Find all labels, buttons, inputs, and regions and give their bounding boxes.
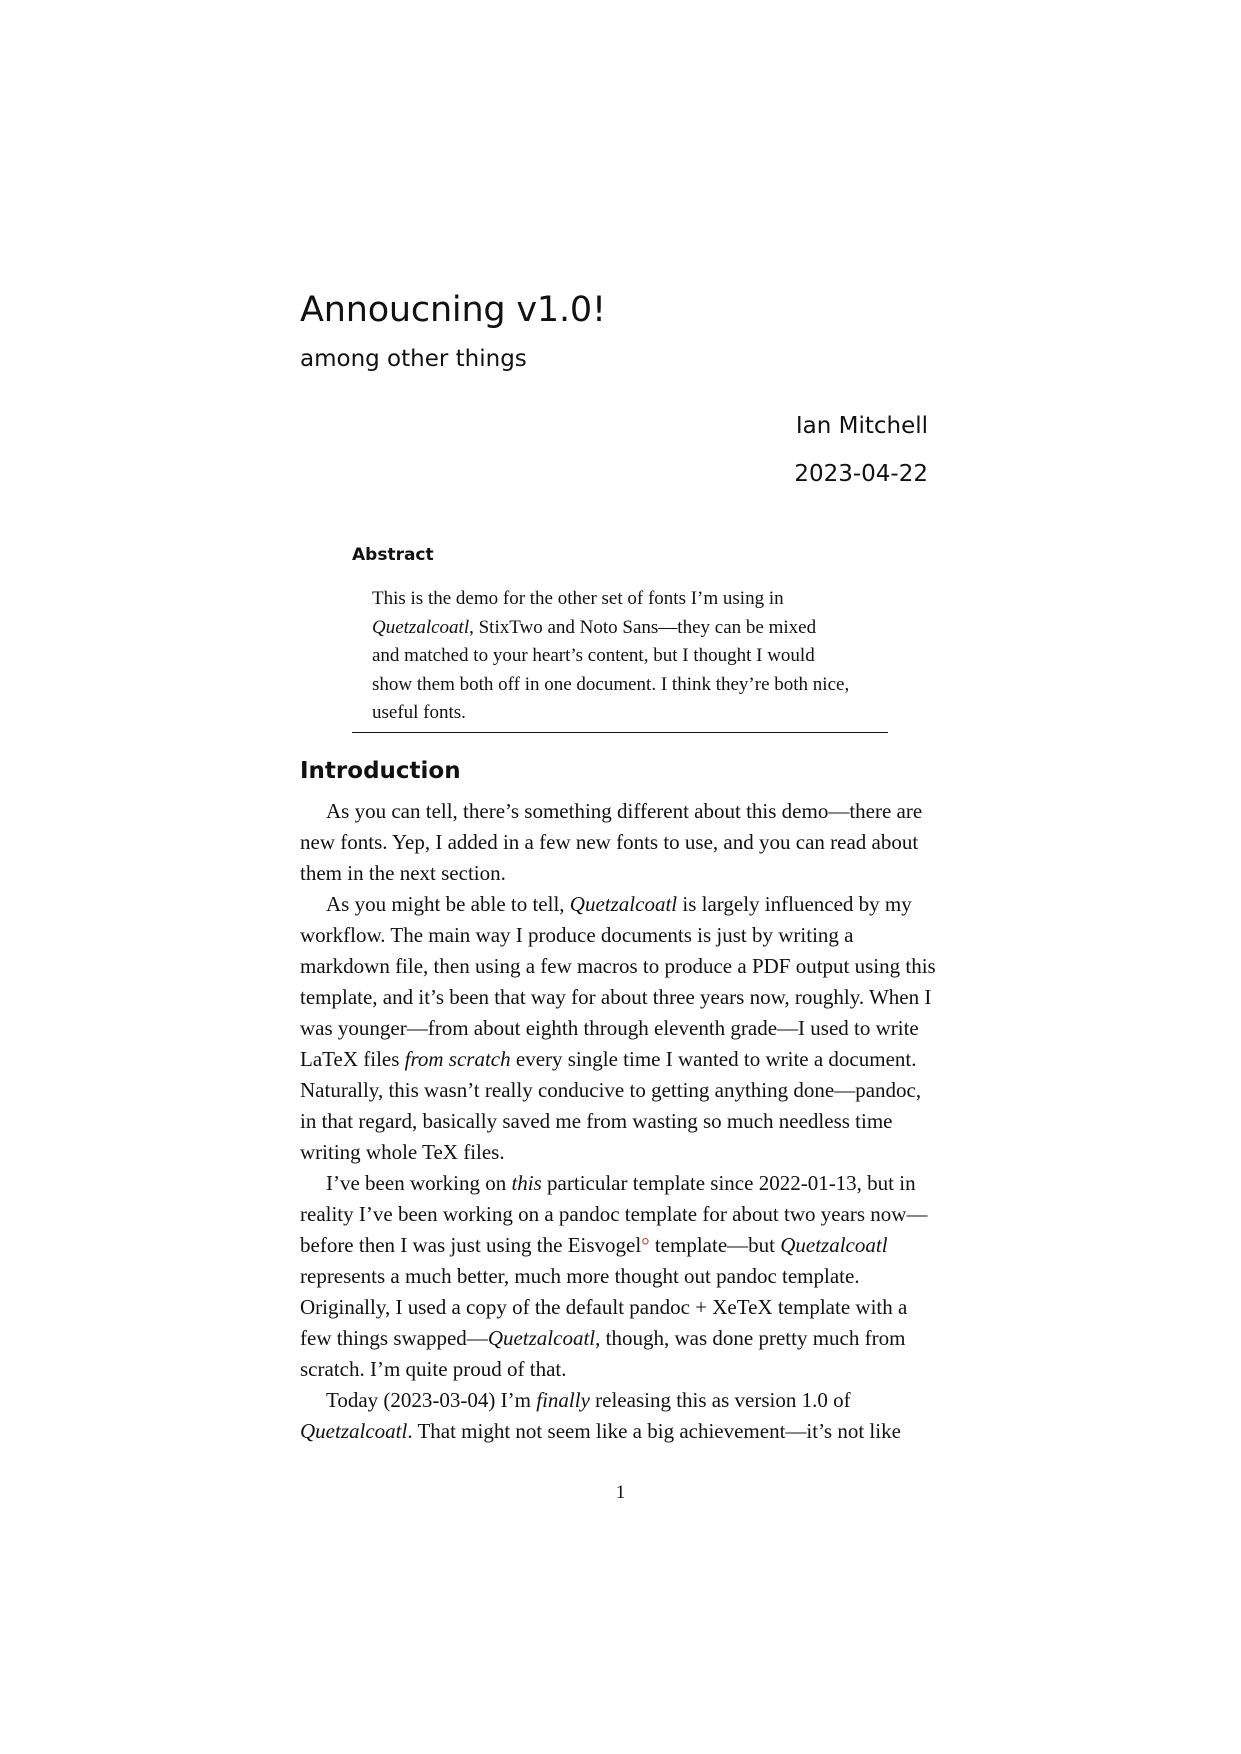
document-author: Ian Mitchell bbox=[795, 413, 928, 439]
abstract-line: Quetzalcoatl, StixTwo and Noto Sans—they can be mixed bbox=[372, 616, 817, 638]
abstract-divider bbox=[352, 732, 888, 733]
abstract-line-emphasis: Quetzalcoatl bbox=[372, 616, 470, 638]
document-title: Annoucning v1.0! bbox=[300, 290, 606, 330]
document-date: 2023-04-22 bbox=[794, 461, 928, 487]
paragraph: I’ve been working on this particular template since 2022-01-13, but in reality I’ve been working on a pandoc template for about two years now—before then I was just using the Eisvogel° template—but Quetzalcoatl represents a much better, much more thought out pandoc template. Originally, I used a copy of the default pandoc + XeTeX template with a few things swapped—Quetzalcoatl, though, was done pretty much from scratch. I’m quite proud of that. bbox=[300, 1171, 928, 1381]
abstract-line: show them both off in one document. I think they’re both nice, bbox=[372, 673, 850, 695]
paragraph: As you can tell, there’s something different about this demo—there are new fonts. Yep, I added in a few new fonts to use, and you can read about them in the next section. bbox=[300, 799, 923, 885]
link-marker-eisvogel[interactable]: ° bbox=[641, 1233, 650, 1257]
page-number: 1 bbox=[615, 1482, 626, 1503]
emphasis: Quetzalcoatl bbox=[487, 1326, 596, 1350]
emphasis: this bbox=[511, 1171, 542, 1195]
introduction-body bbox=[300, 796, 940, 1447]
emphasis: finally bbox=[536, 1388, 590, 1412]
emphasis: Quetzalcoatl bbox=[780, 1233, 888, 1257]
emphasis: Quetzalcoatl bbox=[300, 1419, 408, 1443]
abstract-line: useful fonts. bbox=[372, 702, 466, 723]
paragraph: Today (2023-03-04) I’m finally releasing this as version 1.0 of Quetzalcoatl. That might not seem like a big achievement—it’s not like bbox=[300, 1388, 901, 1443]
section-heading-introduction: Introduction bbox=[300, 758, 461, 784]
abstract-line: This is the demo for the other set of fonts I’m using in bbox=[372, 588, 784, 609]
abstract-label: Abstract bbox=[352, 545, 434, 565]
emphasis: Quetzalcoatl bbox=[569, 892, 678, 916]
paragraph: As you might be able to tell, Quetzalcoatl is largely influenced by my workflow. The main way I produce documents is just by writing a markdown file, then using a few macros to produce a PDF output using this template, and it’s been that way for about three years now, roughly. When I was younger—from about eighth through eleventh grade—I used to write LaTeX files from scratch every single time I wanted to write a document. Naturally, this wasn’t really conducive to getting anything done—pandoc, in that regard, basically saved me from wasting so much needless time writing whole TeX files. bbox=[300, 892, 936, 1164]
abstract-line: and matched to your heart’s content, but I thought I would bbox=[372, 645, 815, 666]
emphasis: from scratch bbox=[404, 1047, 511, 1071]
abstract-text bbox=[372, 585, 872, 728]
document-subtitle: among other things bbox=[300, 346, 527, 372]
